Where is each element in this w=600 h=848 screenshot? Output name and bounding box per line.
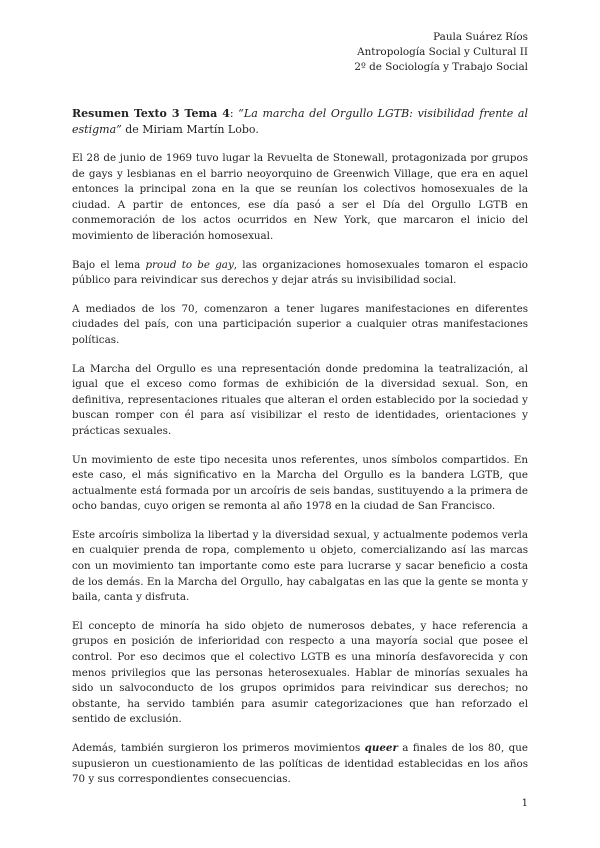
- paragraph-2-slogan: proud to be gay: [145, 258, 234, 271]
- paragraph-1: El 28 de junio de 1969 tuvo lugar la Revuelta de Stonewall, protagonizada por grupos de gays y lesbianas en el barrio neoyorquino de Greenwich Village, que era en aquel entonces la principal zona en la que se reunían los colectivos homosexuales de la ciudad. A partir de entonces, ese día pasó a ser el Día del Orgullo LGTB en conmemoración de los actos ocurridos en New York, que marcaron el inicio del movimiento de liberación homosexual.: [72, 152, 528, 242]
- paragraph-8-start: Además, también surgieron los primeros movimientos: [72, 742, 365, 754]
- document-body: [72, 151, 528, 788]
- document-title: [72, 106, 528, 138]
- title-quoted: “La marcha del Orgullo LGTB: visibilidad frente al estigma”: [72, 107, 528, 136]
- paragraph-7: El concepto de minoría ha sido objeto de numerosos debates, y hace referencia a grupos en posición de inferioridad con respecto a una mayoría social que posee el control. Por eso decimos que el colectivo LGTB es una minoría desfavorecida y con menos privilegios que las personas heterosexuales. Hablar de minorías sexuales ha sido un salvoconducto de los grupos oprimidos para reivindicar sus derechos; no obstante, ha servido también para asumir categorizaciones que han reforzado el sentido de exclusión.: [72, 619, 528, 726]
- header-degree: 2º de Sociología y Trabajo Social: [354, 61, 528, 73]
- paragraph-5: Un movimiento de este tipo necesita unos referentes, unos símbolos compartidos. En este caso, el más significativo en la Marcha del Orgullo es la bandera LGTB, que actualmente está formada por un arcoíris de seis bandas, sustituyendo a la primera de ocho bandas, cuyo origen se remonta al año 1978 en la ciudad de San Francisco.: [72, 453, 528, 513]
- page-header: [72, 30, 528, 75]
- page-number: 1: [521, 798, 528, 809]
- paragraph-2-end: , las organizaciones homosexuales tomaron el espacio público para reivindicar sus derechos y dejar atrás su invisibilidad social.: [72, 258, 529, 287]
- paragraph-8-end: a finales de los 80, que supusieron un cuestionamiento de las políticas de identidad establecidas en los años 70 y sus correspondientes consecuencias.: [72, 742, 528, 786]
- paragraph-3: A mediados de los 70, comenzaron a tener lugares manifestaciones en diferentes ciudades del país, con una participación superior a cualquier otras manifestaciones políticas.: [72, 302, 528, 346]
- paragraph-8: [72, 741, 528, 788]
- paragraph-8-queer: queer: [364, 742, 398, 754]
- title-author-suffix: de Miriam Martín Lobo.: [121, 123, 259, 136]
- paragraph-6: Este arcoíris simboliza la libertad y la diversidad sexual, y actualmente podemos verla en cualquier prenda de ropa, complemento u objeto, comercializando así las marcas con un movimiento tan importante como este para lucrarse y sacar beneficio a costa de los demás. En la Marcha del Orgullo, hay cabalgatas en las que la gente se monta y baila, canta y disfruta.: [72, 528, 528, 604]
- paragraph-4: La Marcha del Orgullo es una representación donde predomina la teatralización, al igual que el exceso como formas de exhibición de la diversidad sexual. Son, en definitiva, representaciones rituales que alteran el orden establecido por la sociedad y buscan romper con él para así visibilizar el resto de identidades, orientaciones y prácticas sexuales.: [72, 362, 528, 437]
- header-author: Paula Suárez Ríos: [433, 31, 528, 43]
- title-colon: :: [229, 107, 239, 120]
- title-bold-prefix: Resumen Texto 3 Tema 4: [72, 107, 230, 120]
- header-course: Antropología Social y Cultural II: [357, 46, 528, 58]
- paragraph-2-start: Bajo el lema: [72, 258, 146, 271]
- paragraph-2: [72, 258, 528, 289]
